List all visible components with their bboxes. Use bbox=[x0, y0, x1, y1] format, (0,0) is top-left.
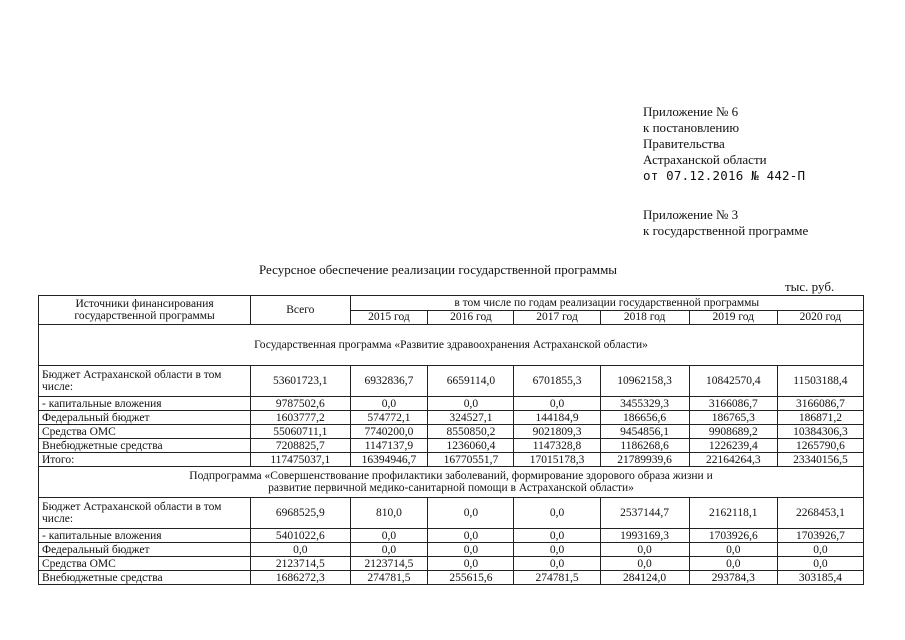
cell-value: 0,0 bbox=[428, 397, 514, 411]
cell-value: 0,0 bbox=[350, 543, 428, 557]
cell-value: 0,0 bbox=[777, 543, 863, 557]
header-including-years: в том числе по годам реализации государственной программы bbox=[350, 296, 863, 311]
cell-value: 574772,1 bbox=[350, 411, 428, 425]
cell-value: 0,0 bbox=[514, 397, 600, 411]
header-total: Всего bbox=[251, 296, 350, 325]
table-row bbox=[39, 411, 864, 425]
cell-value: 3166086,7 bbox=[777, 397, 863, 411]
cell-value: 2162118,1 bbox=[689, 498, 777, 529]
cell-value: 2537144,7 bbox=[600, 498, 689, 529]
cell-value: 1186268,6 bbox=[600, 439, 689, 453]
row-label: Средства ОМС bbox=[39, 557, 251, 571]
row-label: Федеральный бюджет bbox=[39, 411, 251, 425]
row-label: Федеральный бюджет bbox=[39, 543, 251, 557]
appendix-6-line4: Астраханской области bbox=[643, 152, 767, 167]
cell-value: 16770551,7 bbox=[428, 453, 514, 467]
cell-total: 0,0 bbox=[251, 543, 350, 557]
section-2-title-line1: Подпрограмма «Совершенствование профилактики заболеваний, формирование здорового образа жизни и bbox=[189, 470, 713, 482]
appendix-6-title: Приложение № 6 bbox=[643, 104, 739, 119]
cell-value: 0,0 bbox=[600, 557, 689, 571]
table-row bbox=[39, 397, 864, 411]
cell-value: 8550850,2 bbox=[428, 425, 514, 439]
table-row bbox=[39, 366, 864, 397]
cell-value: 9021809,3 bbox=[514, 425, 600, 439]
cell-value: 1147137,9 bbox=[350, 439, 428, 453]
section-2-title-line2: развитие первичной медико-санитарной помощи в Астраханской области» bbox=[268, 482, 634, 494]
table-row bbox=[39, 425, 864, 439]
cell-value: 186871,2 bbox=[777, 411, 863, 425]
cell-total: 53601723,1 bbox=[251, 366, 350, 397]
cell-value: 16394946,7 bbox=[350, 453, 428, 467]
table-row bbox=[39, 529, 864, 543]
table-row-total bbox=[39, 453, 864, 467]
cell-total: 5401022,6 bbox=[251, 529, 350, 543]
cell-total: 9787502,6 bbox=[251, 397, 350, 411]
cell-value: 0,0 bbox=[514, 557, 600, 571]
appendix-6-block bbox=[643, 104, 805, 184]
cell-value: 810,0 bbox=[350, 498, 428, 529]
cell-value: 0,0 bbox=[514, 543, 600, 557]
cell-value: 324527,1 bbox=[428, 411, 514, 425]
cell-value: 17015178,3 bbox=[514, 453, 600, 467]
cell-value: 303185,4 bbox=[777, 571, 863, 585]
row-label: Средства ОМС bbox=[39, 425, 251, 439]
cell-value: 186656,6 bbox=[600, 411, 689, 425]
row-label: Внебюджетные средства bbox=[39, 439, 251, 453]
cell-value: 0,0 bbox=[600, 543, 689, 557]
cell-value: 7740200,0 bbox=[350, 425, 428, 439]
table-row bbox=[39, 571, 864, 585]
cell-value: 0,0 bbox=[514, 529, 600, 543]
table-row bbox=[39, 543, 864, 557]
cell-total: 7208825,7 bbox=[251, 439, 350, 453]
cell-total: 117475037,1 bbox=[251, 453, 350, 467]
header-year: 2016 год bbox=[428, 310, 514, 325]
cell-value: 23340156,5 bbox=[777, 453, 863, 467]
cell-value: 0,0 bbox=[428, 543, 514, 557]
section-1-title: Государственная программа «Развитие здравоохранения Астраханской области» bbox=[39, 325, 864, 366]
cell-value: 1226239,4 bbox=[689, 439, 777, 453]
cell-value: 22164264,3 bbox=[689, 453, 777, 467]
cell-value: 1703926,7 bbox=[777, 529, 863, 543]
cell-value: 186765,3 bbox=[689, 411, 777, 425]
row-label: Бюджет Астраханской области в том числе: bbox=[39, 498, 251, 529]
cell-value: 0,0 bbox=[428, 529, 514, 543]
cell-value: 2268453,1 bbox=[777, 498, 863, 529]
cell-total: 6968525,9 bbox=[251, 498, 350, 529]
cell-value: 1265790,6 bbox=[777, 439, 863, 453]
cell-value: 0,0 bbox=[428, 557, 514, 571]
cell-value: 0,0 bbox=[428, 498, 514, 529]
appendix-6-line2: к постановлению bbox=[643, 120, 740, 135]
cell-value: 21789939,6 bbox=[600, 453, 689, 467]
appendix-3-line2: к государственной программе bbox=[643, 223, 809, 238]
cell-value: 0,0 bbox=[350, 529, 428, 543]
cell-value: 274781,5 bbox=[514, 571, 600, 585]
header-year: 2020 год bbox=[777, 310, 863, 325]
cell-value: 0,0 bbox=[689, 557, 777, 571]
cell-total: 1686272,3 bbox=[251, 571, 350, 585]
cell-value: 1236060,4 bbox=[428, 439, 514, 453]
row-label: Бюджет Астраханской области в том числе: bbox=[39, 366, 251, 397]
units-label: тыс. руб. bbox=[785, 279, 835, 294]
header-year: 2015 год bbox=[350, 310, 428, 325]
row-label: - капитальные вложения bbox=[39, 397, 251, 411]
cell-value: 2123714,5 bbox=[350, 557, 428, 571]
cell-value: 0,0 bbox=[777, 557, 863, 571]
table-row bbox=[39, 439, 864, 453]
cell-value: 10962158,3 bbox=[600, 366, 689, 397]
document-title: Ресурсное обеспечение реализации государственной программы bbox=[259, 262, 618, 277]
cell-value: 255615,6 bbox=[428, 571, 514, 585]
cell-value: 11503188,4 bbox=[777, 366, 863, 397]
cell-value: 10384306,3 bbox=[777, 425, 863, 439]
header-year: 2018 год bbox=[600, 310, 689, 325]
cell-value: 3455329,3 bbox=[600, 397, 689, 411]
header-year: 2019 год bbox=[689, 310, 777, 325]
row-label: - капитальные вложения bbox=[39, 529, 251, 543]
cell-value: 6932836,7 bbox=[350, 366, 428, 397]
cell-value: 0,0 bbox=[350, 397, 428, 411]
cell-value: 6701855,3 bbox=[514, 366, 600, 397]
header-source: Источники финансирования государственной программы bbox=[39, 296, 251, 325]
appendix-6-line3: Правительства bbox=[643, 136, 725, 151]
cell-total: 55060711,1 bbox=[251, 425, 350, 439]
cell-total: 1603777,2 bbox=[251, 411, 350, 425]
cell-value: 144184,9 bbox=[514, 411, 600, 425]
cell-value: 1147328,8 bbox=[514, 439, 600, 453]
cell-value: 284124,0 bbox=[600, 571, 689, 585]
cell-value: 1703926,6 bbox=[689, 529, 777, 543]
cell-value: 3166086,7 bbox=[689, 397, 777, 411]
cell-value: 0,0 bbox=[689, 543, 777, 557]
resource-table bbox=[38, 295, 864, 585]
header-year: 2017 год bbox=[514, 310, 600, 325]
cell-value: 274781,5 bbox=[350, 571, 428, 585]
cell-total: 2123714,5 bbox=[251, 557, 350, 571]
row-label: Итого: bbox=[39, 453, 251, 467]
section-2-title bbox=[39, 467, 864, 498]
cell-value: 9908689,2 bbox=[689, 425, 777, 439]
cell-value: 9454856,1 bbox=[600, 425, 689, 439]
table-row bbox=[39, 498, 864, 529]
cell-value: 1993169,3 bbox=[600, 529, 689, 543]
row-label: Внебюджетные средства bbox=[39, 571, 251, 585]
appendix-3-block bbox=[643, 207, 808, 239]
cell-value: 10842570,4 bbox=[689, 366, 777, 397]
cell-value: 0,0 bbox=[514, 498, 600, 529]
table-row bbox=[39, 557, 864, 571]
appendix-6-date-number: от 07.12.2016 № 442-П bbox=[643, 168, 806, 183]
cell-value: 293784,3 bbox=[689, 571, 777, 585]
appendix-3-title: Приложение № 3 bbox=[643, 207, 739, 222]
cell-value: 6659114,0 bbox=[428, 366, 514, 397]
